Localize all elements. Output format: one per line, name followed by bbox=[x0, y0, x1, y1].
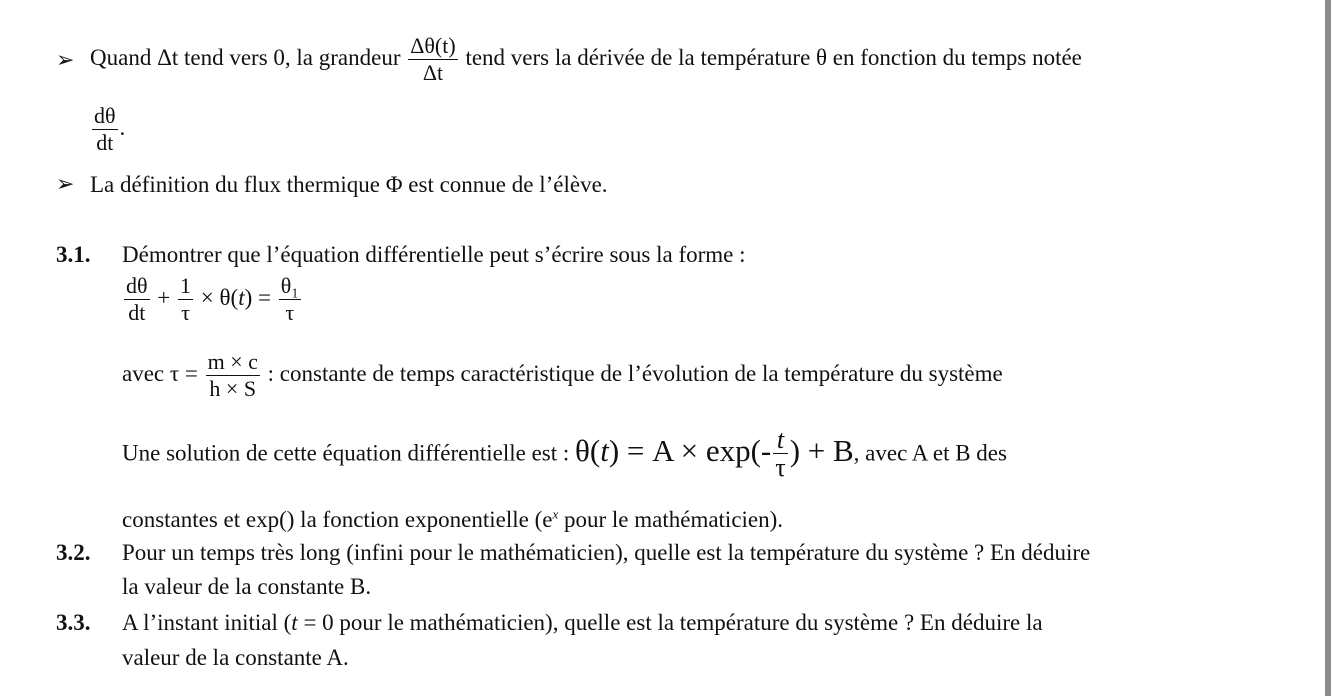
question-number-3-3: 3.3. bbox=[56, 610, 91, 635]
bullet-2-text: La définition du flux thermique Φ est connue de l’élève. bbox=[90, 172, 608, 197]
page-edge-bar bbox=[1325, 0, 1331, 696]
tau-prefix: avec τ = bbox=[122, 360, 198, 386]
bullet-1-continuation bbox=[90, 103, 125, 156]
tau-suffix: : constante de temps caractéristique de l’évolution de la température du système bbox=[267, 360, 1003, 386]
solution-line bbox=[122, 426, 1007, 481]
fraction-numerator: dθ bbox=[126, 273, 148, 298]
fraction-numerator: t bbox=[773, 426, 787, 454]
formula-start: θ( bbox=[575, 432, 601, 468]
bullet-1-text-after: tend vers la dérivée de la température θ en fonction du temps notée bbox=[465, 44, 1082, 70]
q33-text-after: = 0 pour le mathématicien), quelle est la température du système ? En déduire la bbox=[297, 610, 1043, 635]
theta1-over-tau-fraction bbox=[279, 273, 301, 326]
solution-continuation bbox=[122, 506, 783, 534]
fraction-denominator: τ bbox=[775, 453, 786, 482]
fraction-denominator: τ bbox=[181, 300, 190, 325]
solution-formula bbox=[575, 425, 854, 482]
t-over-tau-fraction bbox=[773, 426, 787, 481]
bullet-1-period: . bbox=[119, 114, 126, 140]
fraction-numerator: 1 bbox=[180, 273, 192, 298]
fraction-denominator: Δt bbox=[422, 60, 444, 85]
tau-definition bbox=[122, 349, 1003, 402]
question-3-3-line-1 bbox=[122, 609, 1043, 637]
bullet-1-text-before: Quand Δt tend vers 0, la grandeur bbox=[90, 44, 401, 70]
delta-theta-fraction bbox=[408, 33, 457, 86]
fraction-denominator: τ bbox=[285, 300, 295, 325]
exponent-x: x bbox=[552, 506, 559, 522]
plus-sign: + bbox=[157, 284, 171, 310]
fraction-numerator: dθ bbox=[94, 103, 116, 128]
question-number-3-2: 3.2. bbox=[56, 540, 91, 565]
tau-fraction bbox=[206, 349, 260, 402]
question-3-3-line-2: valeur de la constante A. bbox=[122, 645, 349, 670]
times-theta: × θ( bbox=[200, 284, 239, 310]
continuation-text-before: constantes et exp() la fonction exponentielle (e bbox=[122, 507, 553, 532]
question-number-3-1: 3.1. bbox=[56, 242, 91, 267]
formula-mid: ) = A × exp(- bbox=[608, 432, 772, 468]
fraction-numerator: θ₁ bbox=[280, 273, 299, 298]
bullet-1-line bbox=[90, 33, 1082, 86]
fraction-numerator: Δθ(t) bbox=[410, 33, 456, 58]
dtheta-dt-fraction bbox=[92, 103, 118, 156]
differential-equation bbox=[122, 273, 303, 326]
fraction-denominator: dt bbox=[96, 130, 114, 155]
time-variable: t bbox=[291, 610, 298, 635]
formula-end: ) + B bbox=[789, 432, 854, 468]
question-3-2-line-2: la valeur de la constante B. bbox=[122, 574, 372, 599]
continuation-text-after: pour le mathématicien). bbox=[558, 507, 784, 532]
time-variable: t bbox=[600, 432, 609, 468]
fraction-denominator: h × S bbox=[209, 376, 257, 401]
bullet-arrow-icon: ➢ bbox=[56, 48, 75, 73]
question-3-2-line-1: Pour un temps très long (infini pour le mathématicien), quelle est la température du système ? En déduire bbox=[122, 540, 1091, 565]
q33-text-before: A l’instant initial ( bbox=[122, 610, 292, 635]
bullet-arrow-icon: ➢ bbox=[56, 172, 75, 197]
question-3-1-text: Démontrer que l’équation différentielle peut s’écrire sous la forme : bbox=[122, 242, 746, 267]
fraction-numerator: m × c bbox=[207, 349, 258, 374]
solution-suffix: , avec A et B des bbox=[853, 440, 1007, 466]
equals-sign: ) = bbox=[244, 284, 271, 310]
time-variable: t bbox=[238, 284, 245, 310]
solution-prefix: Une solution de cette équation différentielle est : bbox=[122, 440, 570, 466]
one-over-tau-fraction bbox=[178, 273, 193, 326]
fraction-denominator: dt bbox=[128, 300, 146, 325]
dtheta-dt-fraction bbox=[124, 273, 150, 326]
